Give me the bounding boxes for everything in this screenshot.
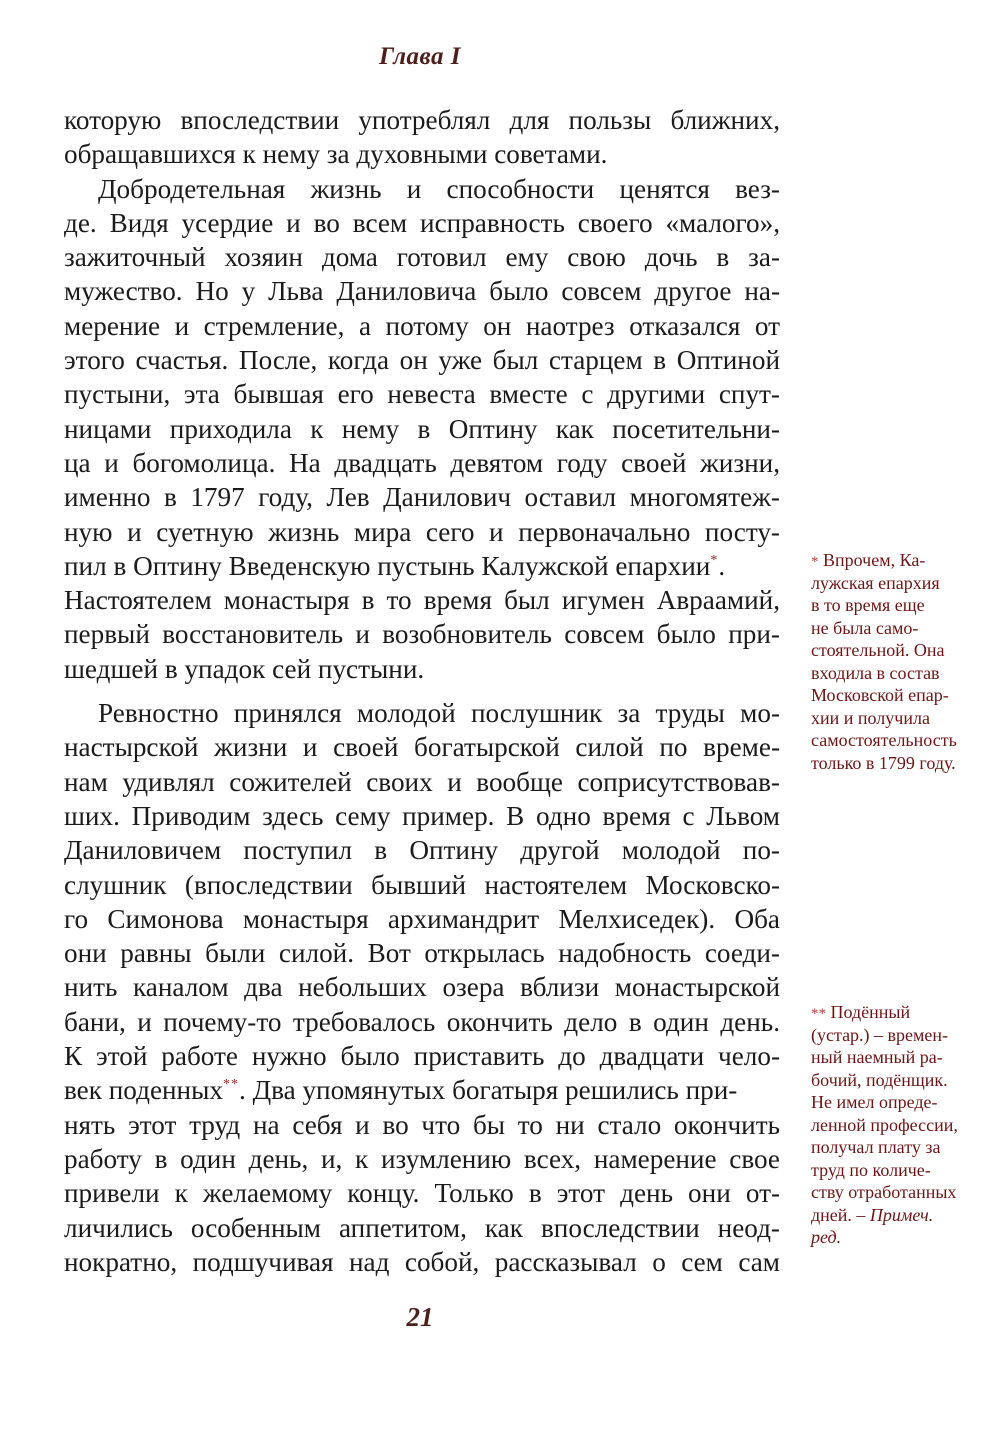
text-line: нократно, подшучивая над собой, рассказывал о сем сам (64, 1246, 780, 1277)
footnote-marker-2: ** (222, 1077, 239, 1093)
text-line: личились особенным аппетитом, как впоследствии неод- (64, 1212, 780, 1243)
text-line: ницами приходила к нему в Оптину как посетительни- (64, 413, 780, 444)
text-line: де. Видя усердие и во всем исправность своего «малого», (64, 207, 780, 238)
text-segment: . Два упомянутых богатыря решились при- (238, 1075, 738, 1106)
paragraph-2 (64, 172, 780, 686)
text-line: го Симонова монастыря архимандрит Мелхиседек). Оба (64, 903, 780, 934)
text-line: именно в 1797 году, Лев Данилович оставил многомятеж- (64, 482, 780, 513)
text-line: мужество. Но у Льва Даниловича было совсем другое на- (64, 276, 780, 307)
note-line: стоятельной. Она (811, 640, 945, 660)
text-line: Добродетельная жизнь и способности ценятся вез- (98, 173, 780, 204)
text-line: работу в один день, и, к изумлению всех, намерение свое (64, 1143, 780, 1174)
text-segment: Подённый (830, 1002, 911, 1022)
text-line: нить каналом два небольших озера вблизи монастырской (64, 972, 780, 1003)
text-line: обращавшихся к нему за духовными советами. (64, 139, 608, 170)
text-line: слушник (впоследствии бывший настоятелем Московско- (64, 869, 780, 900)
text-line: ших. Приводим здесь сему пример. В одно время с Львом (64, 800, 780, 831)
note-line: лужская епархия (811, 572, 940, 593)
note-line: входила в состав (811, 662, 940, 683)
note-line: бочий, подёнщик. (811, 1069, 948, 1090)
paragraph-3 (64, 696, 780, 1279)
footnote-marker-1: * (811, 554, 819, 570)
sidenote-2 (811, 1001, 986, 1249)
text-line: шедшей в упадок сей пустыни. (64, 653, 425, 684)
note-line: Московской епар- (811, 685, 949, 705)
note-line: ред. (811, 1227, 842, 1247)
note-line: Не имел опреде- (811, 1092, 938, 1112)
text-line: этого счастья. После, когда он уже был старцем в Оптиной (64, 345, 780, 376)
page-number: 21 (406, 1302, 434, 1332)
text-line: ную и суетную жизнь мира сего и первоначально посту- (64, 516, 780, 547)
text-line: пустыни, эта бывшая его невеста вместе с другими спут- (64, 379, 780, 410)
sidenote-1 (811, 549, 986, 774)
text-segment: пил в Оптину Введенскую пустынь Калужской епархии (64, 550, 711, 581)
text-line (64, 549, 780, 583)
note-line (811, 1204, 986, 1227)
text-segment: век поденных (64, 1075, 223, 1106)
note-line: только в 1799 году. (811, 752, 956, 773)
text-line: первый восстановитель и возобновитель совсем было при- (64, 619, 780, 650)
main-text (64, 103, 780, 1279)
chapter-header: Глава I (378, 43, 462, 70)
note-line (811, 549, 986, 572)
note-line: ленной профессии, (811, 1114, 958, 1135)
note-line: получал плату за (811, 1137, 941, 1157)
text-line: Ревностно принялся молодой послушник за труды мо- (98, 698, 780, 729)
note-line: в то время еще (811, 595, 925, 615)
note-line: хии и получила (811, 707, 930, 728)
text-segment: дней. – (811, 1204, 870, 1225)
text-line: Даниловичем поступил в Оптину другой молодой по- (64, 835, 780, 866)
note-line: труд по количе- (811, 1159, 931, 1180)
footnote-marker-2: ** (811, 1006, 826, 1022)
text-segment: Впрочем, Ка- (823, 550, 926, 570)
note-line (811, 1001, 986, 1024)
text-line (64, 1073, 780, 1107)
text-line: настырской жизни и своей богатырской силой по време- (64, 732, 780, 763)
text-line: зажиточный хозяин дома готовил ему свою дочь в за- (64, 242, 780, 273)
note-line: (устар.) – времен- (811, 1024, 949, 1045)
text-line: Настоятелем монастыря в то время был игумен Авраамий, (64, 585, 780, 616)
text-line: нять этот труд на себя и во что бы то ни стало окончить (64, 1109, 780, 1140)
text-line: которую впоследствии употреблял для пользы ближних, (64, 105, 780, 135)
text-line: ца и богомолица. На двадцать девятом году своей жизни, (64, 447, 780, 478)
note-line: не была само- (811, 617, 919, 638)
note-line: ный наемный ра- (811, 1047, 943, 1067)
text-line: они равны были силой. Вот открылась надобность соеди- (64, 938, 780, 969)
footnote-marker-1: * (710, 552, 719, 568)
text-line: К этой работе нужно было приставить до двадцати чело- (64, 1041, 780, 1072)
text-line: нам удивлял сожителей своих и вообще соприсутствовав- (64, 766, 780, 797)
text-segment: . (718, 550, 726, 581)
note-line: самостоятельность (811, 730, 957, 750)
note-line: ству отработанных (811, 1182, 957, 1202)
text-line: привели к желаемому концу. Только в этот день они от- (64, 1178, 780, 1209)
text-segment: Примеч. (869, 1204, 934, 1225)
paragraph-1 (64, 103, 780, 172)
text-line: бани, и почему-то требовалось окончить дело в один день. (64, 1006, 780, 1037)
text-line: мерение и стремление, а потому он наотрез отказался от (64, 310, 780, 341)
